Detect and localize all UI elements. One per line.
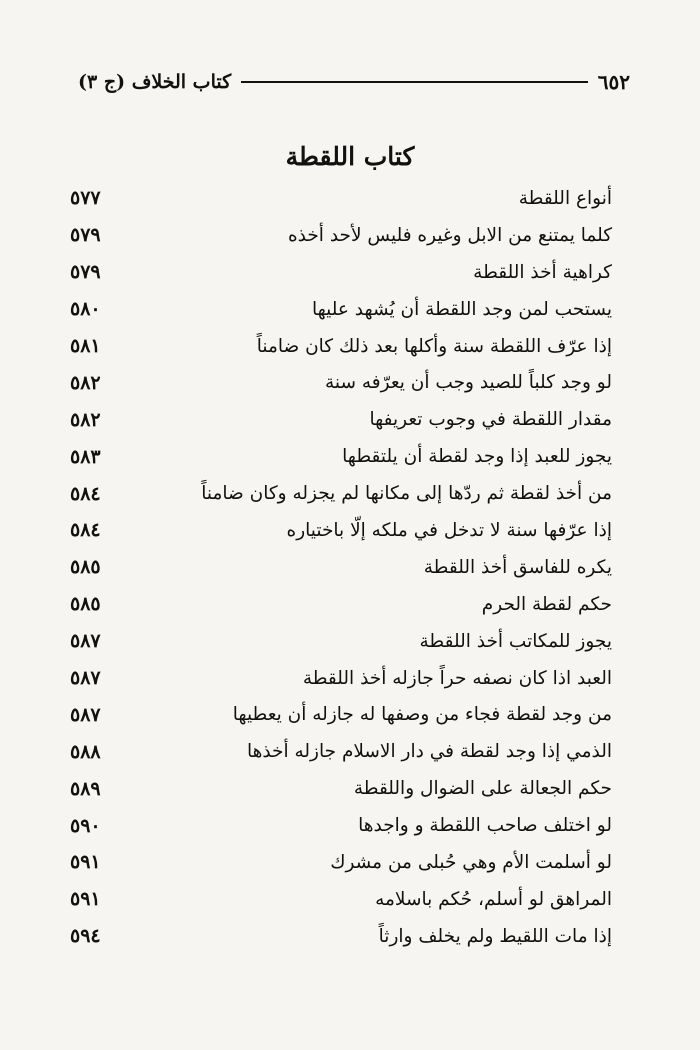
toc-entry-title: مقدار اللقطة في وجوب تعريفها [369,409,612,431]
toc-entry-page: ٥٨٥ [70,593,101,616]
header-book-title: كتاب الخلاف (ج ٣) [78,71,232,93]
toc-entry [70,733,612,770]
toc-entry-title: حكم لقطة الحرم [481,593,612,615]
toc-entry-title: إذا عرّف اللقطة سنة وأكلها بعد ذلك كان ضامناً [256,335,612,357]
toc-entry-page: ٥٨٧ [70,630,101,653]
toc-entry-page: ٥٨٧ [70,667,101,690]
toc-entry [70,364,612,401]
toc-entry [70,217,612,254]
toc-entry-title: يكره للفاسق أخذ اللقطة [423,556,612,578]
toc-entry [70,586,612,623]
toc-entry-page: ٥٨١ [70,335,101,357]
toc-entry [70,328,612,365]
toc-entry-page: ٥٨٧ [70,703,101,726]
toc-entry-page: ٥٨٣ [70,445,101,468]
toc-entry-title: لو أسلمت الأم وهي حُبلى من مشرك [330,851,612,873]
toc-entry-page: ٥٨٠ [70,298,101,321]
toc-entry-page: ٥٧٩ [70,261,101,284]
toc-entry [70,881,612,918]
toc-entry-page: ٥٨٢ [70,408,101,431]
toc-entry-title: كراهية أخذ اللقطة [473,261,612,283]
toc-entry-title: حكم الجعالة على الضوال واللقطة [353,778,612,800]
toc-entry-page: ٥٩١ [70,888,101,911]
toc-entry-page: ٥٩٤ [70,925,101,948]
toc-entry-page: ٥٩٠ [70,814,101,837]
toc-entry [70,770,612,807]
toc-entry [70,623,612,660]
toc-entry [70,180,612,217]
toc-entry-title: من وجد لقطة فجاء من وصفها له جازله أن يعطيها [232,704,612,726]
toc-entry [70,660,612,697]
toc-entry [70,438,612,475]
toc-entry [70,254,612,291]
toc-entry-page: ٥٨٥ [70,556,101,579]
toc-entry-title: يجوز للعبد إذا وجد لقطة أن يلتقطها [342,446,612,468]
toc-entry-title: يجوز للمكاتب أخذ اللقطة [419,630,612,652]
toc-entry-page: ٥٨٤ [70,482,101,505]
toc-entry [70,291,612,328]
toc-entry-page: ٥٩١ [70,851,101,874]
toc-entry-title: لو اختلف صاحب اللقطة و واجدها [358,815,612,837]
toc-entry-page: ٥٨٢ [70,371,101,394]
toc-entry [70,475,612,512]
page-header [78,62,630,102]
toc-entry-title: يستحب لمن وجد اللقطة أن يُشهد عليها [311,298,612,320]
toc-entry-title: إذا عرّفها سنة لا تدخل في ملكه إلّا باختياره [286,519,612,541]
toc-entry-page: ٥٧٩ [70,224,101,247]
header-page-number: ٦٥٢ [597,70,630,94]
toc-entry [70,918,612,955]
toc-entry [70,512,612,549]
section-title: كتاب اللقطة [285,142,415,171]
toc-entry-title: الذمي إذا وجد لقطة في دار الاسلام جازله أخذها [246,741,612,763]
toc-entry [70,807,612,844]
toc-entry [70,401,612,438]
toc-entry-title: من أخذ لقطة ثم ردّها إلى مكانها لم يجزله وكان ضامناً [201,483,612,505]
toc-entry-page: ٥٨٩ [70,777,101,800]
toc-entry-title: إذا مات اللقيط ولم يخلف وارثاً [378,925,612,947]
header-rule [241,81,588,83]
toc-entry-title: كلما يمتنع من الابل وغيره فليس لأحد أخذه [287,224,612,246]
toc-entry [70,549,612,586]
toc-entry-page: ٥٨٤ [70,519,101,542]
toc-entry-title: المراهق لو أسلم، حُكم باسلامه [375,888,612,910]
toc-entries [70,180,612,955]
toc-entry-title: لو وجد كلباً للصيد وجب أن يعرّفه سنة [325,372,612,394]
toc-entry-page: ٥٨٨ [70,740,101,763]
toc-entry-title: العبد اذا كان نصفه حراً جازله أخذ اللقطة [302,667,612,689]
toc-entry-page: ٥٧٧ [70,187,101,210]
toc-entry-title: أنواع اللقطة [518,187,612,209]
toc-entry [70,696,612,733]
toc-entry [70,844,612,881]
